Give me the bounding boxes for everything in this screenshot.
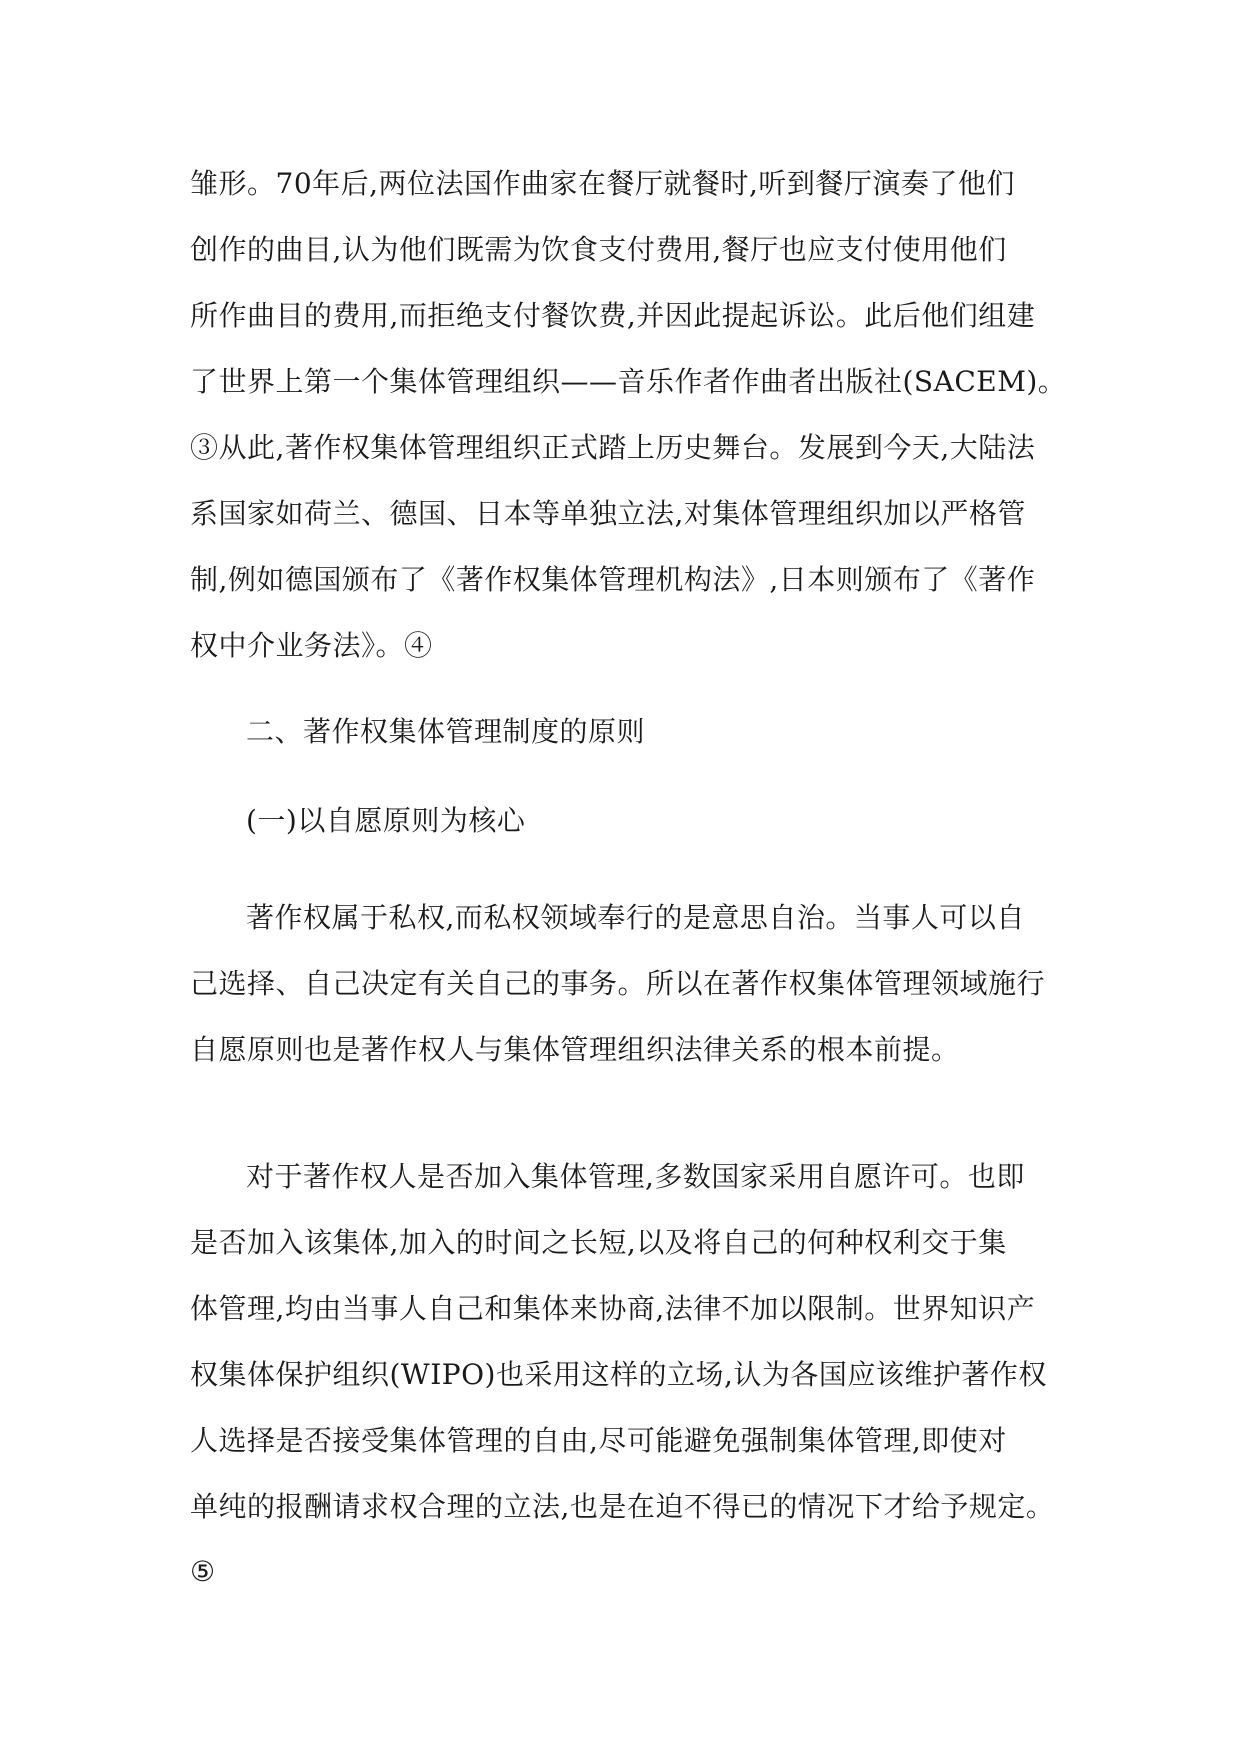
body-text-line: 了世界上第一个集体管理组织——音乐作者作曲者出版社(SACEM)。 — [190, 365, 1067, 398]
body-text-line: 体管理,均由当事人自己和集体来协商,法律不加以限制。世界知识产 — [190, 1292, 1036, 1325]
body-text-line: ⑤ — [190, 1555, 216, 1588]
body-text-line: 权集体保护组织(WIPO)也采用这样的立场,认为各国应该维护著作权 — [190, 1358, 1047, 1391]
body-text-line: 所作曲目的费用,而拒绝支付餐饮费,并因此提起诉讼。此后他们组建 — [190, 299, 1036, 332]
body-text-line: 权中介业务法》。④ — [190, 629, 433, 662]
body-text-line: 自愿原则也是著作权人与集体管理组织法律关系的根本前提。 — [190, 1033, 960, 1066]
body-text-line: 单纯的报酬请求权合理的立法,也是在迫不得已的情况下才给予规定。 — [190, 1490, 1055, 1523]
body-text-line: 创作的曲目,认为他们既需为饮食支付费用,餐厅也应支付使用他们 — [190, 233, 1007, 266]
body-text-line: 制,例如德国颁布了《著作权集体管理机构法》,日本则颁布了《著作 — [190, 563, 1036, 596]
body-text-line: 是否加入该集体,加入的时间之长短,以及将自己的何种权利交于集 — [190, 1226, 1007, 1259]
body-text-line: 系国家如荷兰、德国、日本等单独立法,对集体管理组织加以严格管 — [190, 497, 1026, 530]
body-text-line: 雏形。70年后,两位法国作曲家在餐厅就餐时,听到餐厅演奏了他们 — [190, 167, 1015, 200]
body-text-line: 对于著作权人是否加入集体管理,多数国家采用自愿许可。也即 — [246, 1160, 1025, 1193]
body-text-line: 人选择是否接受集体管理的自由,尽可能避免强制集体管理,即使对 — [190, 1424, 1007, 1457]
body-text-line: ③从此,著作权集体管理组织正式踏上历史舞台。发展到今天,大陆法 — [190, 431, 1036, 464]
body-text-line: 著作权属于私权,而私权领域奉行的是意思自治。当事人可以自 — [246, 901, 1025, 934]
body-text-line: 己选择、自己决定有关自己的事务。所以在著作权集体管理领域施行 — [190, 967, 1046, 1000]
section-heading: 二、著作权集体管理制度的原则 — [246, 715, 646, 748]
subsection-heading: (一)以自愿原则为核心 — [246, 804, 526, 837]
